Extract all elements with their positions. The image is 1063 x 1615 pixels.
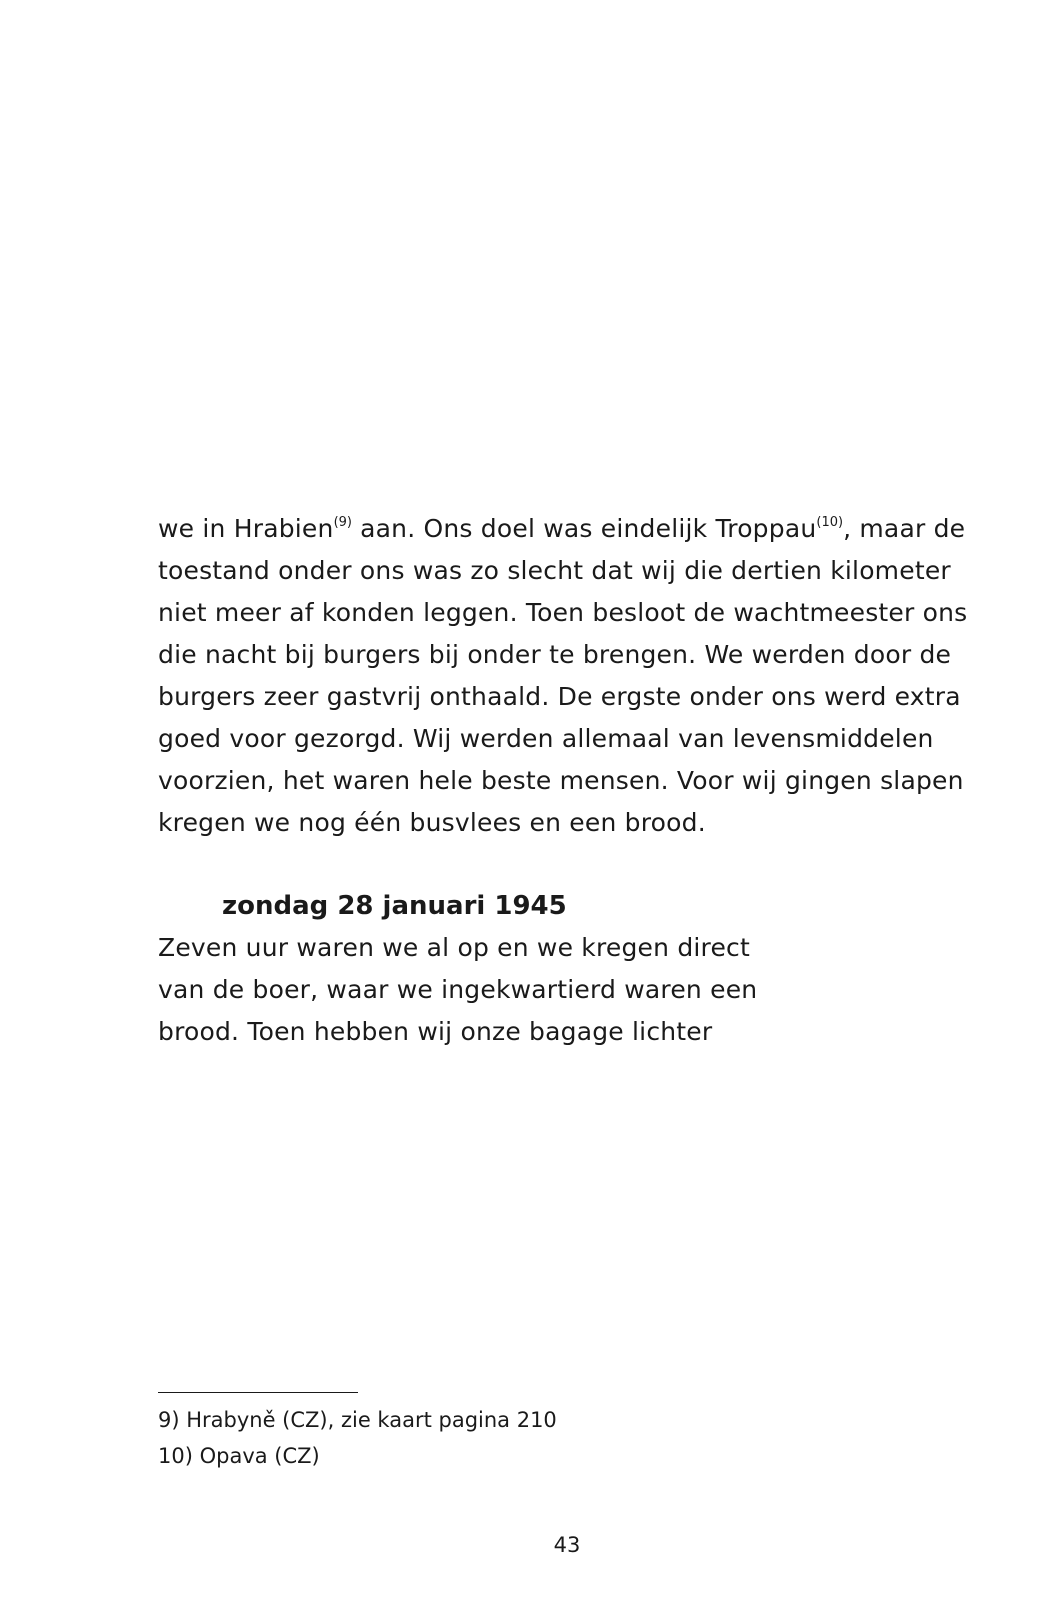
footnote-divider — [158, 1392, 358, 1393]
text-line: goed voor gezorgd. Wij werden allemaal van levensmiddelen — [158, 724, 934, 753]
text-segment: , maar de — [843, 514, 966, 543]
text-line: die nacht bij burgers bij onder te brengen. We werden door de — [158, 640, 952, 669]
text-segment: we in Hrabien — [158, 514, 334, 543]
text-line — [158, 508, 978, 550]
text-line: Zeven uur waren we al op en we kregen direct — [158, 933, 751, 962]
text-line: van de boer, waar we ingekwartierd waren een — [158, 975, 758, 1004]
text-line: burgers zeer gastvrij onthaald. De ergste onder ons werd extra — [158, 682, 961, 711]
text-line: voorzien, het waren hele beste mensen. Voor wij gingen slapen — [158, 766, 964, 795]
text-line: brood. Toen hebben wij onze bagage lichter — [158, 1017, 713, 1046]
footnote-10: 10) Opava (CZ) — [158, 1444, 320, 1468]
page-number: 43 — [553, 1533, 581, 1557]
footnotes — [158, 1402, 557, 1474]
text-line: kregen we nog één busvlees en een brood. — [158, 808, 706, 837]
text-segment: aan. Ons doel was eindelijk Troppau — [351, 514, 817, 543]
footnote-9: 9) Hrabyně (CZ), zie kaart pagina 210 — [158, 1408, 557, 1432]
paragraph-2 — [158, 927, 978, 1053]
footnote-reference-9: (9) — [333, 515, 352, 530]
paragraph-1 — [158, 508, 978, 844]
text-line: toestand onder ons was zo slecht dat wij die dertien kilometer — [158, 556, 951, 585]
text-line: niet meer af konden leggen. Toen besloot de wachtmeester ons — [158, 598, 968, 627]
footnote-reference-10: (10) — [816, 515, 844, 530]
date-heading: zondag 28 januari 1945 — [222, 891, 567, 921]
